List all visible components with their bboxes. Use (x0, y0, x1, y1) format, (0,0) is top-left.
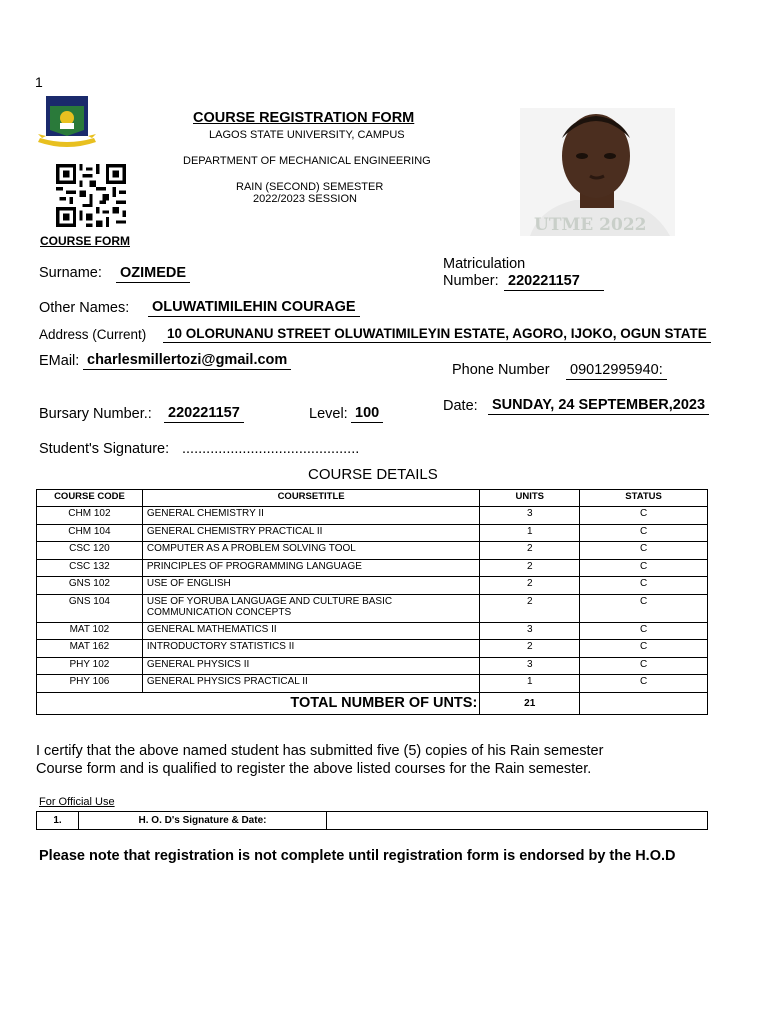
date-value: SUNDAY, 24 SEPTEMBER,2023 (488, 397, 709, 415)
col-header-units: UNITS (480, 490, 580, 507)
course-title: INTRODUCTORY STATISTICS II (142, 640, 479, 658)
certification-statement (36, 742, 726, 778)
email-label: EMail: (39, 353, 80, 369)
address-label: Address (Current) (39, 327, 147, 342)
session-label: 2022/2023 SESSION (253, 193, 357, 205)
total-row (37, 692, 708, 714)
signature-dots: ............................................ (182, 441, 360, 457)
table-row (37, 542, 708, 560)
table-row (37, 622, 708, 640)
endorsement-note: Please note that registration is not complete until registration form is endorsed by the H.O.D (39, 848, 676, 864)
course-units: 2 (480, 594, 580, 622)
course-status: C (580, 594, 708, 622)
email-value: charlesmillertozi@gmail.com (83, 352, 291, 370)
course-status: C (580, 524, 708, 542)
course-status: C (580, 559, 708, 577)
phone-value: 09012995940: (566, 362, 667, 380)
certification-line-1: I certify that the above named student has submitted five (5) copies of his Rain semester (36, 743, 604, 759)
table-row (37, 640, 708, 658)
total-units-label: TOTAL NUMBER OF UNTS: (37, 692, 480, 714)
course-title: GENERAL CHEMISTRY PRACTICAL II (142, 524, 479, 542)
address-value: 10 OLORUNANU STREET OLUWATIMILEYIN ESTATE, AGORO, IJOKO, OGUN STATE (163, 326, 711, 343)
course-code: CSC 120 (37, 542, 143, 560)
total-status-cell (580, 692, 708, 714)
table-row (37, 559, 708, 577)
page-number: 1 (35, 74, 43, 90)
course-status: C (580, 577, 708, 595)
matric-value: 220221157 (504, 273, 604, 291)
hod-row-number: 1. (37, 812, 79, 830)
level-label: Level: (309, 406, 348, 422)
table-row (37, 594, 708, 622)
table-row (37, 524, 708, 542)
course-status: C (580, 507, 708, 525)
course-title: PRINCIPLES OF PROGRAMMING LANGUAGE (142, 559, 479, 577)
course-code: PHY 106 (37, 675, 143, 693)
student-passport-photo (520, 108, 675, 236)
table-header-row (37, 490, 708, 507)
total-units-value: 21 (480, 692, 580, 714)
matric-label-line2: Number: (443, 273, 499, 289)
course-code: CSC 132 (37, 559, 143, 577)
course-details-heading: COURSE DETAILS (308, 466, 438, 483)
course-title: USE OF YORUBA LANGUAGE AND CULTURE BASIC COMMUNICATION CONCEPTS (142, 594, 479, 622)
other-names-value: OLUWATIMILEHIN COURAGE (148, 299, 360, 317)
hod-signature-label: H. O. D's Signature & Date: (79, 812, 327, 830)
course-status: C (580, 542, 708, 560)
col-header-title: COURSETITLE (142, 490, 479, 507)
photo-watermark: UTME 2022 (534, 215, 647, 235)
course-code: GNS 102 (37, 577, 143, 595)
course-form-label: COURSE FORM (40, 234, 130, 248)
table-row (37, 675, 708, 693)
bursary-label: Bursary Number.: (39, 406, 152, 422)
course-units: 2 (480, 559, 580, 577)
course-units: 2 (480, 640, 580, 658)
department-name: DEPARTMENT OF MECHANICAL ENGINEERING (183, 155, 431, 167)
course-units: 3 (480, 507, 580, 525)
surname-label: Surname: (39, 265, 102, 281)
course-status: C (580, 675, 708, 693)
course-title: GENERAL CHEMISTRY II (142, 507, 479, 525)
col-header-status: STATUS (580, 490, 708, 507)
table-row (37, 657, 708, 675)
table-row (37, 507, 708, 525)
course-title: GENERAL MATHEMATICS II (142, 622, 479, 640)
qr-code (56, 164, 126, 227)
matric-label-line1: Matriculation (443, 256, 526, 272)
course-title: COMPUTER AS A PROBLEM SOLVING TOOL (142, 542, 479, 560)
course-table (36, 489, 708, 715)
signature-label: Student's Signature: (39, 441, 170, 457)
course-code: PHY 102 (37, 657, 143, 675)
course-units: 2 (480, 542, 580, 560)
course-code: CHM 104 (37, 524, 143, 542)
course-units: 2 (480, 577, 580, 595)
course-code: MAT 102 (37, 622, 143, 640)
certification-line-2: Course form and is qualified to register the above listed courses for the Rain semester. (36, 761, 592, 777)
hod-signature-field[interactable] (327, 812, 708, 830)
other-names-label: Other Names: (39, 300, 130, 316)
phone-label: Phone Number (452, 362, 550, 378)
level-value: 100 (351, 405, 383, 423)
course-units: 3 (480, 657, 580, 675)
table-row (37, 577, 708, 595)
course-code: CHM 102 (37, 507, 143, 525)
hod-row (37, 812, 708, 830)
course-code: GNS 104 (37, 594, 143, 622)
hod-signature-table (36, 811, 708, 830)
semester-label: RAIN (SECOND) SEMESTER (236, 181, 384, 193)
course-status: C (580, 622, 708, 640)
bursary-value: 220221157 (164, 405, 244, 423)
university-name: LAGOS STATE UNIVERSITY, CAMPUS (209, 129, 405, 141)
course-code: MAT 162 (37, 640, 143, 658)
course-title: GENERAL PHYSICS II (142, 657, 479, 675)
course-title: GENERAL PHYSICS PRACTICAL II (142, 675, 479, 693)
course-status: C (580, 657, 708, 675)
surname-value: OZIMEDE (116, 265, 190, 283)
form-title: COURSE REGISTRATION FORM (193, 110, 415, 126)
course-units: 1 (480, 675, 580, 693)
official-use-label: For Official Use (39, 796, 115, 808)
university-logo (36, 96, 98, 150)
col-header-code: COURSE CODE (37, 490, 143, 507)
course-status: C (580, 640, 708, 658)
course-units: 3 (480, 622, 580, 640)
date-label: Date: (443, 398, 478, 414)
course-title: USE OF ENGLISH (142, 577, 479, 595)
course-units: 1 (480, 524, 580, 542)
